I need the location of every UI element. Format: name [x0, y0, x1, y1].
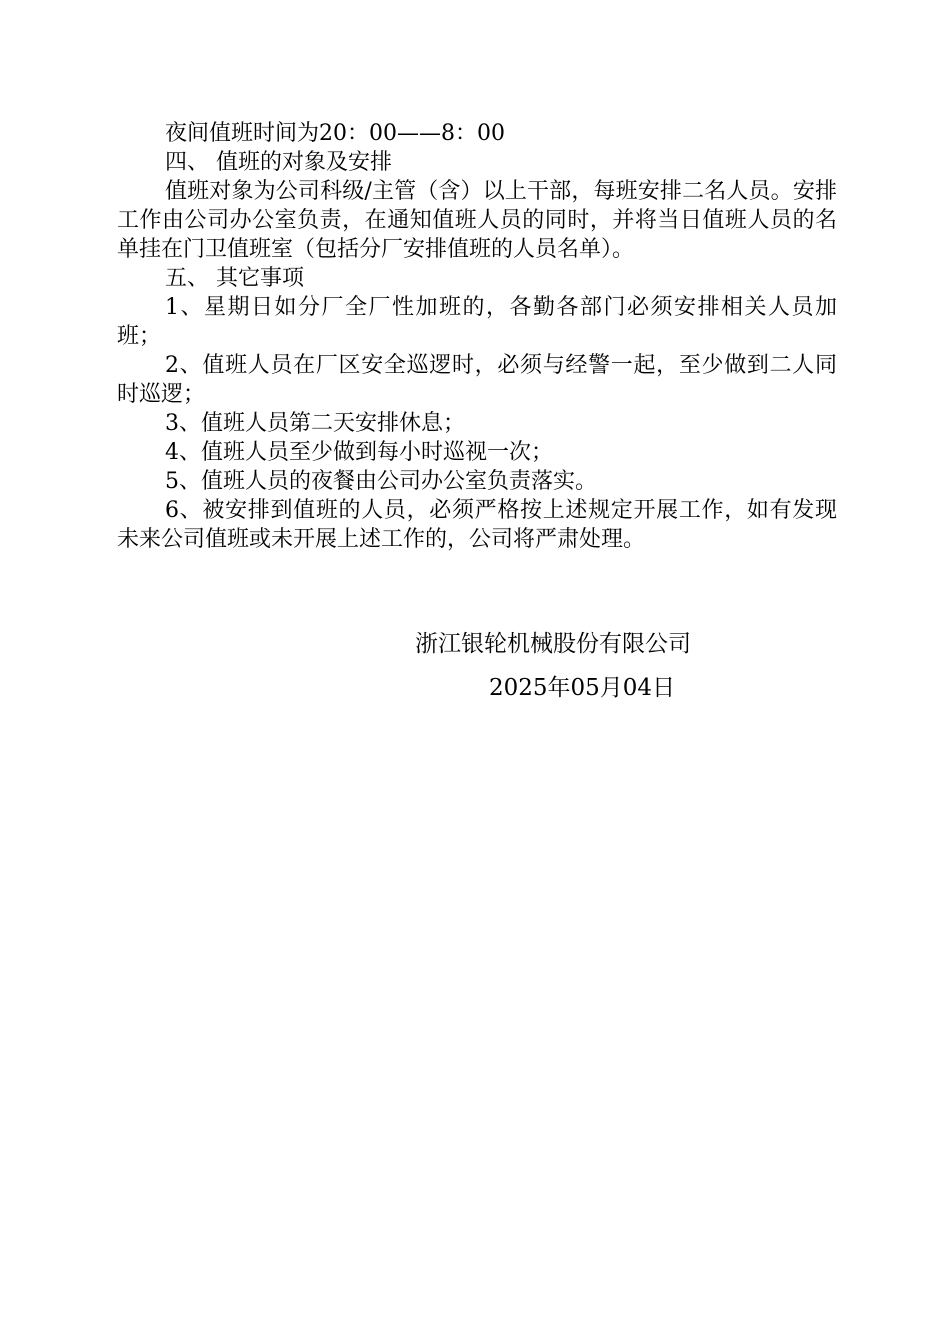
- list-item-4: 4、值班人员至少做到每小时巡视一次；: [165, 440, 553, 465]
- signature-company: 浙江银轮机械股份有限公司: [415, 631, 691, 657]
- paragraph-night-duty-time: 夜间值班时间为20：00——8：00: [165, 121, 505, 146]
- list-item-2: 2、值班人员在厂区安全巡逻时，必须与经警一起，至少做到二人同时巡逻；: [117, 353, 837, 407]
- list-item-3: 3、值班人员第二天安排休息；: [165, 411, 465, 436]
- section-heading-duty-arrangement: 四、 值班的对象及安排: [165, 150, 392, 175]
- section-heading-other-matters: 五、 其它事项: [165, 266, 304, 291]
- list-item-1: 1、星期日如分厂全厂性加班的，各勤各部门必须安排相关人员加班；: [117, 295, 837, 349]
- list-item-5: 5、值班人员的夜餐由公司办公室负责落实。: [165, 469, 597, 494]
- list-item-6: 6、被安排到值班的人员，必须严格按上述规定开展工作，如有发现未来公司值班或未开展上述工作的，公司将严肃处理。: [117, 498, 837, 552]
- signature-date: 2025年05月04日: [489, 675, 676, 701]
- document-body: [117, 119, 837, 554]
- paragraph-duty-personnel: 值班对象为公司科级/主管（含）以上干部，每班安排二名人员。安排工作由公司办公室负责，在通知值班人员的同时，并将当日值班人员的名单挂在门卫值班室（包括分厂安排值班的人员名单）。: [117, 179, 837, 262]
